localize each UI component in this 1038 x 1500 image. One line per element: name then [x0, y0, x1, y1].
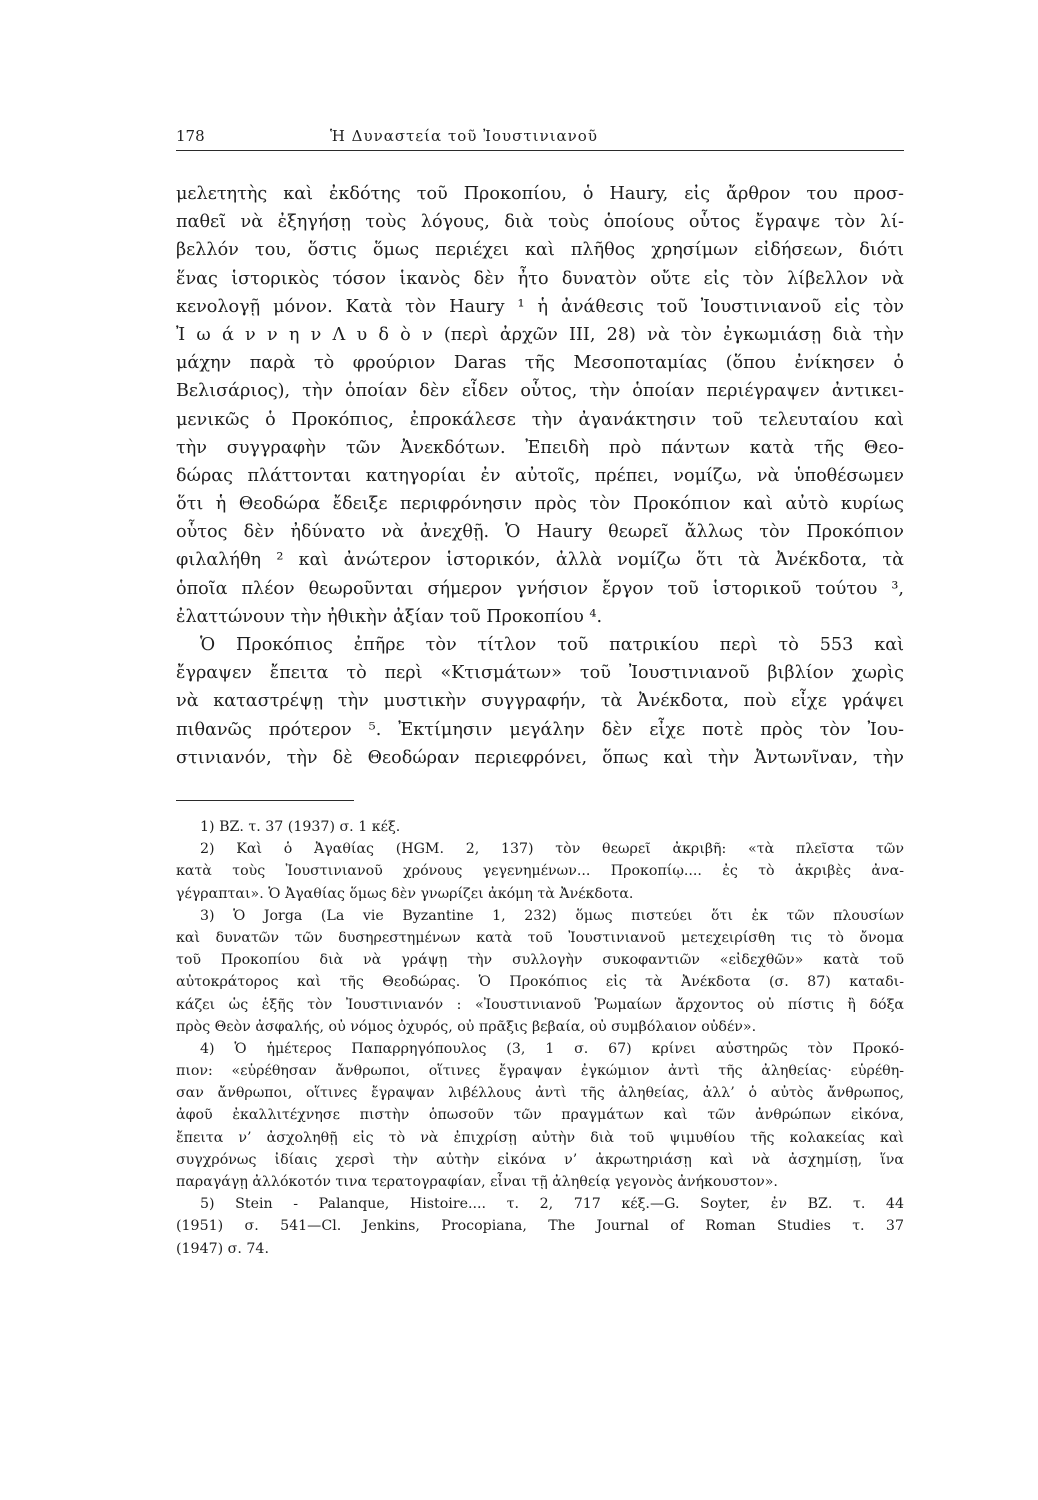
- footnote-line: (1951) σ. 541—Cl. Jenkins, Procopiana, The Journal of Roman Studies τ. 37: [176, 1218, 904, 1235]
- body-line: ὅτι ἡ Θεοδώρα ἔδειξε περιφρόνησιν πρὸς τὸν Προκόπιον καὶ αὐτὸ κυρίως: [176, 494, 904, 515]
- body-line: παθεῖ νὰ ἐξηγήσῃ τοὺς λόγους, διὰ τοὺς ὁποίους οὗτος ἔγραψε τὸν λί-: [176, 212, 904, 233]
- footnote-line: παραγάγῃ ἀλλόκοτόν τινα τερατογραφίαν, εἶναι τῇ ἀληθείᾳ γεγονὸς ἀνήκουστον».: [176, 1174, 778, 1190]
- body-text: [176, 180, 904, 772]
- body-line: μελετητὴς καὶ ἐκδότης τοῦ Προκοπίου, ὁ Haury, εἰς ἄρθρον του προσ-: [176, 184, 904, 204]
- footnote-line: σαν ἄνθρωποι, οἵτινες ἔγραψαν λιβέλλους ἀντὶ τῆς ἀληθείας, ἀλλ’ ὁ αὐτὸς ἄνθρωπος,: [176, 1085, 904, 1102]
- footnotes: [176, 816, 904, 1260]
- footnote-line: (1947) σ. 74.: [176, 1240, 269, 1257]
- footnote-line: πρὸς Θεὸν ἀσφαλής, οὐ νόμος ὀχυρός, οὐ πρᾶξις βεβαία, οὐ συμβόλαιον οὐδέν».: [176, 1018, 757, 1035]
- footnote-line: 3) Ὁ Jorga (La vie Byzantine 1, 232) ὅμως πιστεύει ὅτι ἐκ τῶν πλουσίων: [200, 907, 904, 924]
- footnote-line: καὶ δυνατῶν τῶν δυσηρεστημένων κατὰ τοῦ Ἰουστινιανοῦ μετεχειρίσθη τις τὸ ὄνομα: [176, 929, 904, 946]
- footnote-line: αὐτοκράτορος καὶ τῆς Θεοδώρας. Ὁ Προκόπιος εἰς τὰ Ἀνέκδοτα (σ. 87) καταδι-: [176, 974, 904, 991]
- body-line: κενολογῇ μόνον. Κατὰ τὸν Haury ¹ ἡ ἀνάθεσις τοῦ Ἰουστινιανοῦ εἰς τὸν: [176, 296, 904, 317]
- body-line: στινιανόν, τὴν δὲ Θεοδώραν περιεφρόνει, ὅπως καὶ τὴν Ἀντωνῖναν, τὴν: [176, 747, 904, 768]
- page-number: 178: [176, 127, 205, 145]
- footnote-line: πιον: «εὑρέθησαν ἄνθρωποι, οἵτινες ἔγραψαν ἐγκώμιον ἀντὶ τῆς ἀληθείας· εὑρέθη-: [176, 1063, 904, 1080]
- body-line: νὰ καταστρέψῃ τὴν μυστικὴν συγγραφήν, τὰ Ἀνέκδοτα, ποὺ εἶχε γράψει: [176, 691, 904, 712]
- body-line: ἔγραψεν ἔπειτα τὸ περὶ «Κτισμάτων» τοῦ Ἰουστινιανοῦ βιβλίον χωρὶς: [176, 663, 904, 684]
- body-line: οὗτος δὲν ἠδύνατο νὰ ἀνεχθῇ. Ὁ Haury θεωρεῖ ἄλλως τὸν Προκόπιον: [176, 522, 904, 543]
- body-line: φιλαλήθη ² καὶ ἀνώτερον ἱστορικόν, ἀλλὰ νομίζω ὅτι τὰ Ἀνέκδοτα, τὰ: [176, 550, 904, 571]
- body-line: δώρας πλάττονται κατηγορίαι ἐν αὐτοῖς, πρέπει, νομίζω, νὰ ὑποθέσωμεν: [176, 465, 904, 486]
- footnote-line: γέγραπται». Ὁ Ἀγαθίας ὅμως δὲν γνωρίζει ἀκόμη τὰ Ἀνέκδοτα.: [176, 885, 634, 902]
- footnote-line: 4) Ὁ ἡμέτερος Παπαρρηγόπουλος (3, 1 σ. 67) κρίνει αὐστηρῶς τὸν Προκό-: [200, 1040, 904, 1057]
- footnote-line: 1) ΒΖ. τ. 37 (1937) σ. 1 κέξ.: [200, 819, 401, 835]
- body-line: ὁποῖα πλέον θεωροῦνται σήμερον γνήσιον ἔργον τοῦ ἱστορικοῦ τούτου ³,: [176, 578, 904, 599]
- body-line: ἕνας ἱστορικὸς τόσον ἱκανὸς δὲν ἦτο δυνατὸν οὔτε εἰς τὸν λίβελλον νὰ: [176, 268, 904, 289]
- body-line: ἐλαττώνουν τὴν ἠθικὴν ἀξίαν τοῦ Προκοπίου ⁴.: [176, 606, 603, 627]
- body-line: βελλόν του, ὅστις ὅμως περιέχει καὶ πλῆθος χρησίμων εἰδήσεων, διότι: [176, 240, 904, 261]
- footnote-line: 5) Stein - Palanque, Histoire.... τ. 2, 717 κέξ.—G. Soyter, ἐν ΒΖ. τ. 44: [200, 1196, 904, 1213]
- body-line: Ἰ ω ά ν ν η ν Λ υ δ ὸ ν (περὶ ἀρχῶν ΙΙΙ, 28) νὰ τὸν ἐγκωμιάσῃ διὰ τὴν: [176, 324, 904, 345]
- body-line: μενικῶς ὁ Προκόπιος, ἐπροκάλεσε τὴν ἀγανάκτησιν τοῦ τελευταίου καὶ: [176, 409, 904, 430]
- header-rule: [176, 150, 904, 151]
- footnote-line: τοῦ Προκοπίου διὰ νὰ γράψῃ τὴν συλλογὴν συκοφαντιῶν «εἰδεχθῶν» κατὰ τοῦ: [176, 952, 904, 969]
- body-line: πιθανῶς πρότερον ⁵. Ἐκτίμησιν μεγάλην δὲν εἶχε ποτὲ πρὸς τὸν Ἰου-: [176, 719, 904, 740]
- body-line: τὴν συγγραφὴν τῶν Ἀνεκδότων. Ἐπειδὴ πρὸ πάντων κατὰ τῆς Θεο-: [176, 437, 904, 458]
- footnote-line: 2) Καὶ ὁ Ἀγαθίας (HGM. 2, 137) τὸν θεωρεῖ ἀκριβῆ: «τὰ πλεῖστα τῶν: [200, 841, 904, 858]
- footnote-line: ἔπειτα ν’ ἀσχοληθῇ εἰς τὸ νὰ ἐπιχρίσῃ αὐτὴν διὰ τοῦ ψιμυθίου τῆς κολακείας καὶ: [176, 1129, 904, 1146]
- body-line: Ὁ Προκόπιος ἐπῆρε τὸν τίτλον τοῦ πατρικίου περὶ τὸ 553 καὶ: [200, 635, 904, 655]
- footnote-line: ἀφοῦ ἐκαλλιτέχνησε πιστὴν ὁπωσοῦν τῶν πραγμάτων καὶ τῶν ἀνθρώπων εἰκόνα,: [176, 1107, 904, 1124]
- body-line: μάχην παρὰ τὸ φρούριον Daras τῆς Μεσοποταμίας (ὅπου ἐνίκησεν ὁ: [176, 353, 904, 374]
- footnote-line: κάζει ὡς ἑξῆς τὸν Ἰουστινιανόν : «Ἰουστινιανοῦ Ῥωμαίων ἄρχοντος οὐ πίστις ἢ δόξα: [176, 996, 904, 1013]
- footnote-line: συγχρόνως ἰδίαις χερσὶ τὴν αὐτὴν εἰκόνα ν’ ἀκρωτηριάσῃ καὶ νὰ ἀσχημίσῃ, ἵνα: [176, 1151, 904, 1168]
- body-line: Βελισάριος), τὴν ὁποίαν δὲν εἶδεν οὗτος, τὴν ὁποίαν περιέγραψεν ἀντικει-: [176, 381, 904, 402]
- footnote-rule: [176, 800, 354, 801]
- footnote-line: κατὰ τοὺς Ἰουστινιανοῦ χρόνους γεγενημένων... Προκοπίῳ.... ἐς τὸ ἀκριβὲς ἀνα-: [176, 863, 904, 880]
- running-title: Ἡ Δυναστεία τοῦ Ἰουστινιανοῦ: [330, 127, 598, 145]
